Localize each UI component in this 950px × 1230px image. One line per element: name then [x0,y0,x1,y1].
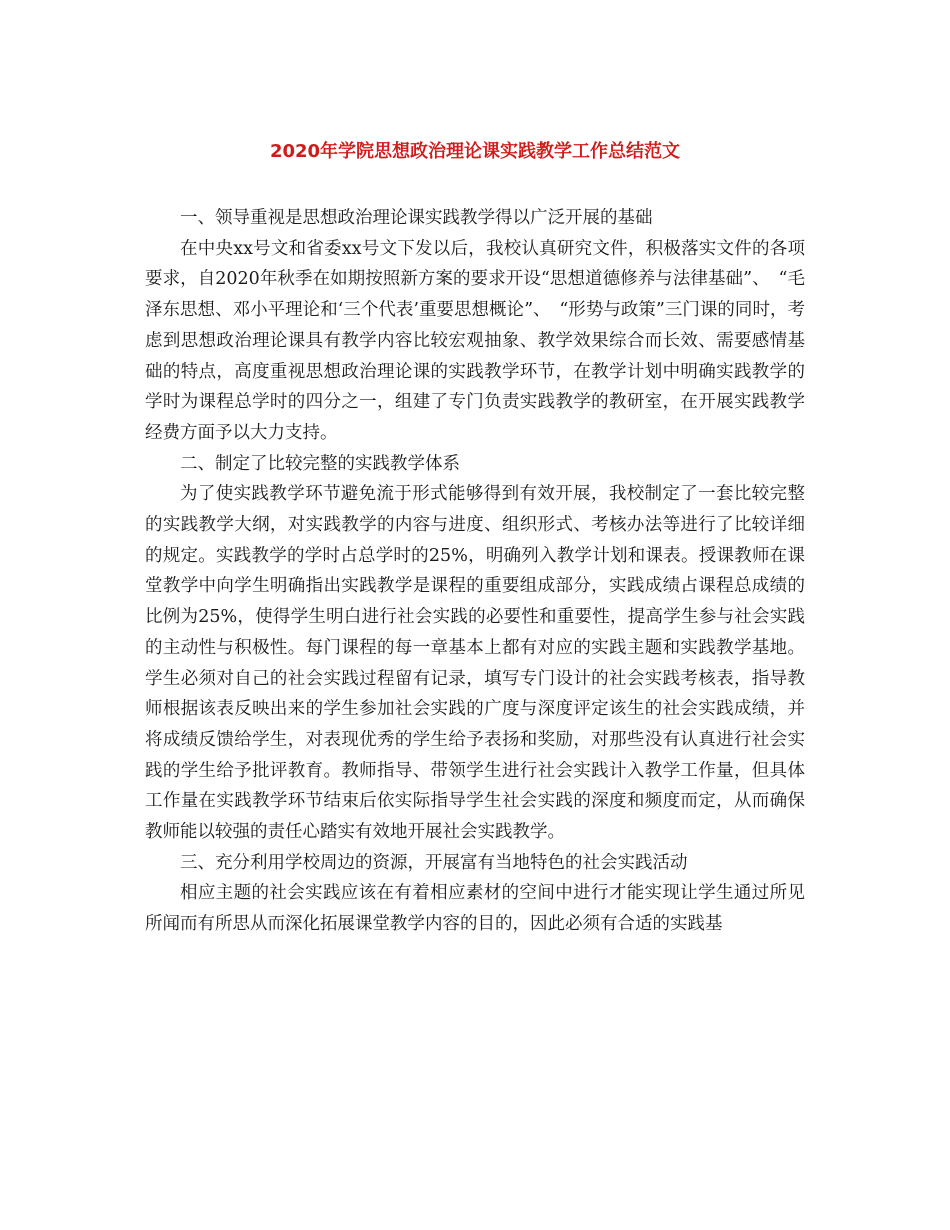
paragraph-2: 为了使实践教学环节避免流于形式能够得到有效开展，我校制定了一套比较完整的实践教学大纲，对实践教学的内容与进度、组织形式、考核办法等进行了比较详细的规定。实践教学的学时占总学时的25%，明确列入教学计划和课表。授课教师在课堂教学中向学生明确指出实践教学是课程的重要组成部分，实践成绩占课程总成绩的比例为25%，使得学生明白进行社会实践的必要性和重要性，提高学生参与社会实践的主动性与积极性。每门课程的每一章基本上都有对应的实践主题和实践教学基地。学生必须对自己的社会实践过程留有记录，填写专门设计的社会实践考核表，指导教师根据该表反映出来的学生参加社会实践的广度与深度评定该生的社会实践成绩，并将成绩反馈给学生，对表现优秀的学生给予表扬和奖励，对那些没有认真进行社会实践的学生给予批评教育。教师指导、带领学生进行社会实践计入教学工作量，但具体工作量在实践教学环节结束后依实际指导学生社会实践的深度和频度而定，从而确保教师能以较强的责任心踏实有效地开展社会实践教学。 [145,484,805,843]
document-title: 2020年学院思想政治理论课实践教学工作总结范文 [269,141,681,162]
paragraph-3: 相应主题的社会实践应该在有着相应素材的空间中进行才能实现让学生通过所见所闻而有所思从而深化拓展课堂教学内容的目的，因此必须有合适的实践基 [145,883,805,935]
section-heading-3: 三、充分利用学校周边的资源，开展富有当地特色的社会实践活动 [180,852,688,873]
section-heading-2: 二、制定了比较完整的实践教学体系 [180,453,460,474]
paragraph-1: 在中央xx号文和省委xx号文下发以后，我校认真研究文件，积极落实文件的各项要求，自2020年秋季在如期按照新方案的要求开设“思想道德修养与法律基础”、 “毛泽东思想、邓小平理论和‘三个代表’重要思想概论”、 “形势与政策”三门课的同时，考虑到思想政治理论课具有教学内容比较宏观抽象、教学效果综合而长效、需要感情基础的特点，高度重视思想政治理论课的实践教学环节，在教学计划中明确实践教学的学时为课程总学时的四分之一，组建了专门负责实践教学的教研室，在开展实践教学经费方面予以大力支持。 [145,238,805,443]
document-body [145,203,805,940]
section-heading-1: 一、领导重视是思想政治理论课实践教学得以广泛开展的基础 [180,208,653,228]
